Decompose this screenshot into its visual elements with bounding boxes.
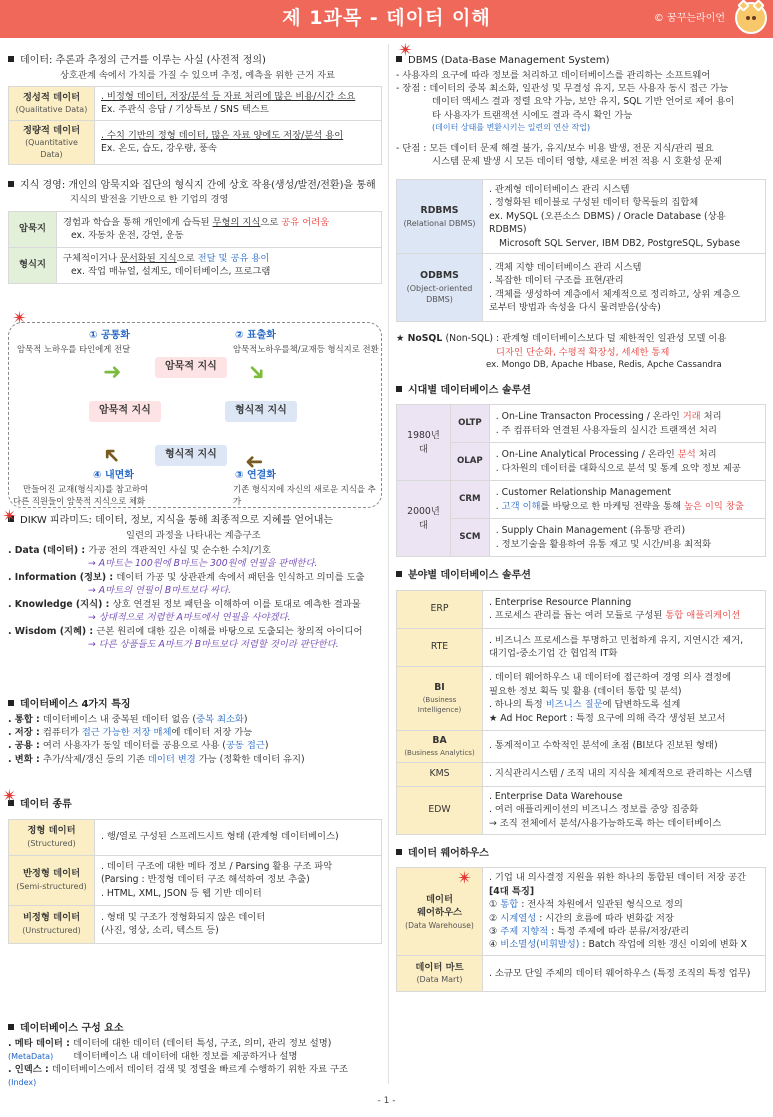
dbms-title: DBMS (Data-Base Management System) xyxy=(408,55,610,66)
metadata-desc2: 데이터베이스 내 데이터에 대한 정보를 제공하거나 설명 xyxy=(73,1050,298,1062)
quantitative-label: 정량적 데이터 (Quantitative Data) xyxy=(9,120,95,164)
odbms-desc: . 객체 지향 데이터베이스 관리 시스템 . 복잡한 데이터 구조를 표현/관리 . 객체를 생성하여 계층에서 체계적으로 정리하고, 상위 계층으 로부터 방법과 속성을 다시 물려받음(상속) xyxy=(483,254,766,322)
table-row xyxy=(9,855,382,905)
seci-step-1: ① 공통화 xyxy=(89,330,130,341)
nosql-label: ★ NoSQL xyxy=(396,333,446,345)
dbms-line6: - 단점 : 모든 데이터 문제 해결 불가, 유지/보수 비용 발생, 전문 지식/관리 필요 xyxy=(396,142,714,154)
ba-label: BA (Business Analytics) xyxy=(397,730,483,762)
field-table xyxy=(396,590,766,835)
nosql-features: 디자인 단순화, 수평적 확장성, 세세한 통제 xyxy=(496,346,670,358)
dikw-data-ex: → A마트는 100원에 B마트는 300원에 연필을 판매한다. xyxy=(88,558,318,570)
page-header xyxy=(0,0,773,38)
dikw-section xyxy=(2,506,382,652)
table-row xyxy=(397,730,766,762)
seci-step-4: ④ 내면화 xyxy=(93,470,134,481)
bi-label: BI (Business Intelligence) xyxy=(397,666,483,730)
explicit-label: 형식지 xyxy=(9,247,57,283)
arrow-up-left-icon: ➜ xyxy=(96,439,128,471)
data-types-title: 데이터 종류 xyxy=(20,799,72,810)
node-tacit-top: 암묵적 지식 xyxy=(155,357,227,378)
dbms-line7: 시스템 문제 발생 시 모든 데이터 영향, 새로운 버전 적용 시 호환성 문제 xyxy=(432,156,722,168)
star-icon: ✴ xyxy=(12,308,28,329)
dbms-line4: 타 사용자가 트랜잭션 시에도 결과 즉시 확인 가능 xyxy=(432,109,633,121)
dw-feature-3: ③ 주제 지향적 : 특정 주제에 따라 분류/저장/관리 xyxy=(489,926,690,938)
dikw-data-desc: 가공 전의 객관적인 사실 및 순수한 수치/기호 xyxy=(88,544,271,556)
structured-desc: . 행/열로 구성된 스프레드시트 형태 (관계형 데이터베이스) xyxy=(95,819,382,855)
arrow-left-icon: ➜ xyxy=(245,448,264,474)
rte-label: RTE xyxy=(397,628,483,666)
db-feature-3: . 공용 : 여러 사용자가 동일 데이터를 공용으로 사용 (공동 접근) xyxy=(8,740,269,752)
table-row xyxy=(397,179,766,253)
table-row xyxy=(397,628,766,666)
dikw-title: DIKW 피라미드: 데이터, 정보, 지식을 통해 최종적으로 지혜를 얻어내는 xyxy=(20,515,334,526)
seci-cycle-diagram xyxy=(8,322,382,508)
bi-desc: . 데이터 웨어하우스 내 데이터에 접근하여 경영 의사 결정에 필요한 정보 획득 및 활용 (데이터 통합 및 분석) . 하나의 특정 비즈니스 질문에 답변하도록 설계 ★ Ad Hoc Report : 특정 요구에 의해 즉각 생성된 보고서 xyxy=(483,666,766,730)
dbms-line3: 데이터 액세스 결과 정렬 요약 가능, 보안 유지, SQL 기반 언어로 제어 용이 xyxy=(432,96,735,108)
seci-step-2: ② 표출화 xyxy=(235,330,276,341)
qualitative-desc: . 비정형 데이터, 저장/분석 등 자료 처리에 많은 비용/시간 소요 Ex. 주관식 응답 / 기상특보 / SNS 텍스트 xyxy=(95,86,382,120)
index-tag: (Index) xyxy=(8,1077,37,1087)
qualitative-label: 정성적 데이터 (Qualitative Data) xyxy=(9,86,95,120)
olap-desc: . On-Line Analytical Processing / 온라인 분석 처리 . 다차원의 데이터를 대화식으로 분석 및 통계 요약 정보 제공 xyxy=(489,443,765,481)
table-row xyxy=(9,120,382,164)
db-components-title: 데이터베이스 구성 요소 xyxy=(20,1023,124,1034)
dw-table xyxy=(396,867,766,992)
page-title: 제 1과목 - 데이터 이해 xyxy=(282,7,491,29)
dikw-info-ex: → A마트의 연필이 B마트보다 싸다. xyxy=(88,585,232,597)
data-warehouse-section xyxy=(396,847,766,992)
data-definition-section xyxy=(8,54,382,165)
odbms-label: ODBMS (Object-oriented DBMS) xyxy=(397,254,483,322)
tacit-desc: 경험과 학습을 통해 개인에게 습득된 무형의 지식으로 공유 어려움 ex. 자동차 운전, 강연, 운동 xyxy=(57,211,382,247)
db-features-section xyxy=(8,698,382,766)
erp-desc: . Enterprise Resource Planning . 프로세스 관리를 돕는 여러 모듈로 구성된 통합 애플리케이션 xyxy=(483,590,766,628)
era-table xyxy=(396,404,766,557)
db-feature-4: . 변화 : 추가/삭제/갱신 등의 기존 데이터 변경 가능 (정확한 데이터 유지) xyxy=(8,753,305,765)
dbms-line5: (데이터 상태를 변환시키는 일련의 연산 작업) xyxy=(432,123,591,133)
era-title: 시대별 데이터베이스 솔루션 xyxy=(408,384,531,396)
kms-desc: . 지식관리시스템 / 조직 내의 지식을 체계적으로 관리하는 시스템 xyxy=(483,762,766,786)
knowledge-table xyxy=(8,211,382,284)
table-row xyxy=(397,786,766,834)
rdbms-desc: . 관계형 데이터베이스 관리 시스템 . 정형화된 테이블로 구성된 데이터 항목들의 집합체 ex. MySQL (오픈소스 DBMS) / Oracle Database (상용 RDBMS) Microsoft SQL Server, IBM DB2, PostgreSQL, Sybase xyxy=(483,179,766,253)
dikw-wisdom-label: . Wisdom (지혜) : xyxy=(8,625,97,637)
table-row xyxy=(397,868,766,956)
quantitative-desc: . 수치 기반의 정형 데이터, 많은 자료 양에도 저장/분석 용이 Ex. 온도, 습도, 강우량, 풍속 xyxy=(95,120,382,164)
db-feature-1: . 통합 : 데이터베이스 내 중복된 데이터 없음 (중복 최소화) xyxy=(8,713,248,725)
column-divider xyxy=(388,44,389,1084)
data-def-title: 데이터: 추론과 추정의 근거를 이루는 사실 (사전적 정의) xyxy=(20,55,266,66)
data-types-table xyxy=(8,819,382,944)
erp-label: ERP xyxy=(397,590,483,628)
dbms-table xyxy=(396,179,766,322)
db-feature-2: . 저장 : 컴퓨터가 접근 가능한 저장 매체에 데이터 저장 가능 xyxy=(8,726,253,738)
table-row xyxy=(397,405,766,443)
dw-label: ✴ 데이터 웨어하우스 (Data Warehouse) xyxy=(397,868,483,956)
field-title: 분야별 데이터베이스 솔루션 xyxy=(408,570,531,582)
kms-label: KMS xyxy=(397,762,483,786)
table-row xyxy=(397,955,766,991)
dw-feature-1: ① 통합 : 전사적 차원에서 일관된 형식으로 정의 xyxy=(489,899,683,911)
seci-step-3: ③ 연결화 xyxy=(235,470,276,481)
explicit-desc: 구체적이거나 문서화된 지식으로 전달 및 공유 용이 ex. 작업 매뉴얼, 설계도, 데이터베이스, 프로그램 xyxy=(57,247,382,283)
olap-label: OLAP xyxy=(451,443,490,481)
era-2000-label: 2000년대 xyxy=(397,481,451,557)
bullet-icon xyxy=(8,181,14,187)
unstructured-desc: . 형태 및 구조가 정형화되지 않은 데이터 (사진, 영상, 소리, 텍스트 등) xyxy=(95,905,382,943)
table-row xyxy=(397,762,766,786)
table-row xyxy=(397,519,766,557)
right-column xyxy=(396,40,766,992)
edw-label: EDW xyxy=(397,786,483,834)
dbms-line2: - 장점 : 데이터의 중복 최소화, 일관성 및 무결성 유지, 모든 사용자 동시 접근 가능 xyxy=(396,82,729,94)
table-row xyxy=(9,211,382,247)
bullet-icon xyxy=(8,1024,14,1030)
dw-title: 데이터 웨어하우스 xyxy=(408,847,489,859)
dikw-knowledge-desc: 상호 연결된 정보 패턴을 이해하여 이를 토대로 예측한 결과물 xyxy=(112,598,361,610)
datamart-desc: . 소규모 단일 주제의 데이터 웨어하우스 (특정 조직의 특정 업무) xyxy=(483,955,766,991)
node-explicit-right: 형식적 지식 xyxy=(225,401,297,422)
dikw-wisdom-ex: → 다른 상품들도 A마트가 B마트보다 저렴할 것이라 판단한다. xyxy=(88,639,339,651)
table-row xyxy=(397,481,766,519)
arrow-right-icon: ➜ xyxy=(103,360,122,385)
scm-label: SCM xyxy=(451,519,490,557)
era-1980-label: 1980년대 xyxy=(397,405,451,481)
dikw-knowledge-label: . Knowledge (지식) : xyxy=(8,598,113,610)
lion-mascot-icon xyxy=(735,2,767,34)
star-icon: ✴ xyxy=(398,40,414,61)
datamart-label: 데이터 마트 (Data Mart) xyxy=(397,955,483,991)
db-features-title: 데이터베이스 4가지 특징 xyxy=(20,699,131,710)
seci-step-4-desc1: 만들어진 교재(형식지)를 참고하여 xyxy=(23,484,149,494)
oltp-desc: . On-Line Transacton Processing / 온라인 거래 처리 . 주 컴퓨터와 연결된 사용자들의 실시간 트랜잭션 처리 xyxy=(489,405,765,443)
table-row xyxy=(397,666,766,730)
page-number: - 1 - xyxy=(377,1096,396,1106)
dw-feature-2: ② 시계열성 : 시간의 흐름에 따라 변화값 저장 xyxy=(489,912,674,924)
arrow-down-right-icon: ➜ xyxy=(241,357,272,388)
field-solutions-section xyxy=(396,569,766,835)
rdbms-label: RDBMS (Relational DBMS) xyxy=(397,179,483,253)
semi-structured-label: 반정형 데이터 (Semi-structured) xyxy=(9,855,95,905)
metadata-tag: (MetaData) xyxy=(8,1051,54,1061)
node-tacit-left: 암묵적 지식 xyxy=(89,401,161,422)
oltp-label: OLTP xyxy=(451,405,490,443)
table-row xyxy=(397,254,766,322)
data-type-table xyxy=(8,86,382,165)
knowledge-management-section xyxy=(8,179,382,284)
table-row xyxy=(397,443,766,481)
table-row xyxy=(397,590,766,628)
bullet-icon xyxy=(396,386,402,392)
nosql-desc: (Non-SQL) : 관계형 데이터베이스보다 덜 제한적인 일관성 모델 이용 xyxy=(445,333,727,345)
table-row xyxy=(9,247,382,283)
semi-structured-desc: . 데이터 구조에 대한 메타 정보 / Parsing 활용 구조 파악 (Parsing : 반정형 데이터 구조 해석하여 정보 추출) . HTML, XML, JSON 등 웹 기반 데이터 xyxy=(95,855,382,905)
nosql-examples: ex. Mongo DB, Apache Hbase, Redis, Apche Cassandra xyxy=(486,360,722,371)
node-explicit-bottom: 형식적 지식 xyxy=(155,445,227,466)
rte-desc: . 비즈니스 프로세스를 투명하고 민첩하게 유지, 지연시간 제거, 대기업-중소기업 간 협업적 IT화 xyxy=(483,628,766,666)
edw-desc: . Enterprise Data Warehouse . 여러 애플리케이션의 비즈니스 정보를 중앙 집중화 → 조직 전체에서 분석/사용가능하도록 하는 데이터베이스 xyxy=(483,786,766,834)
crm-desc: . Customer Relationship Management . 고객 이해를 바탕으로 한 마케팅 전략을 통해 높은 이익 창출 xyxy=(489,481,765,519)
nosql-section xyxy=(396,332,766,371)
unstructured-label: 비정형 데이터 (Unstructured) xyxy=(9,905,95,943)
table-row xyxy=(9,86,382,120)
era-solutions-section xyxy=(396,384,766,558)
dbms-section xyxy=(396,40,766,322)
bullet-icon xyxy=(396,849,402,855)
dikw-info-label: . Information (정보) : xyxy=(8,571,117,583)
data-types-section xyxy=(2,786,382,944)
knowledge-title: 지식 경영: 개인의 암묵지와 집단의 형식지 간에 상호 작용(생성/발전/전환)을 통해 xyxy=(20,179,376,191)
left-column xyxy=(2,44,382,1087)
dikw-data-label: . Data (데이터) : xyxy=(8,544,89,556)
bullet-icon xyxy=(396,571,402,577)
dikw-info-desc: 데이터 가공 및 상관관계 속에서 패턴을 인식하고 의미를 도출 xyxy=(116,571,365,583)
dikw-line2: 일련의 과정을 나타내는 계층구조 xyxy=(126,529,261,541)
table-row xyxy=(9,819,382,855)
dw-feature-4: ④ 비소멸성(비휘발성) : Batch 작업에 의한 갱신 이외에 변화 X xyxy=(489,939,748,951)
copyright-text: © 꿈꾸는라이언 xyxy=(653,13,725,24)
star-icon: ✴ xyxy=(457,868,473,890)
bullet-icon xyxy=(8,56,14,62)
ba-desc: . 통계적이고 수학적인 분석에 초점 (BI보다 진보된 형태) xyxy=(483,730,766,762)
db-components-section xyxy=(8,1022,382,1089)
metadata-line: . 메타 데이터 : 데이터에 대한 데이터 (데이터 특성, 구조, 의미, 관리 정보 설명) xyxy=(8,1037,332,1049)
crm-label: CRM xyxy=(451,481,490,519)
dikw-wisdom-desc: 근본 원리에 대한 깊은 이해를 바탕으로 도출되는 창의적 아이디어 xyxy=(96,625,363,637)
scm-desc: . Supply Chain Management (유통망 관리) . 정보기술을 활용하여 유통 재고 및 시간/비용 최적화 xyxy=(489,519,765,557)
index-line: . 인덱스 : 데이터베이스에서 데이터 검색 및 정렬을 빠르게 수행하기 위한 자료 구조 xyxy=(8,1064,348,1076)
star-icon: ✴ xyxy=(2,506,18,527)
structured-label: 정형 데이터 (Structured) xyxy=(9,819,95,855)
bullet-icon xyxy=(8,700,14,706)
dbms-line1: - 사용자의 요구에 따라 정보를 처리하고 데이터베이스를 관리하는 소프트웨어 xyxy=(396,69,711,81)
tacit-label: 암묵지 xyxy=(9,211,57,247)
seci-step-1-desc: 암묵적 노하우를 타인에게 전달 xyxy=(17,344,131,354)
seci-step-2-desc: 암묵적노하우를책/교재등 형식지로 전환 xyxy=(233,344,379,354)
table-row xyxy=(9,905,382,943)
dikw-knowledge-ex: → 상대적으로 저렴한 A마트에서 연필을 사야겠다. xyxy=(88,612,291,624)
dw-desc: . 기업 내 의사결정 지원을 위한 하나의 통합된 데이터 저장 공간 [4대 특징] ① 통합 : 전사적 차원에서 일관된 형식으로 정의 ② 시계열성 : 시간의 흐름에 따라 변화값 저장 ③ 주제 지향적 : 특정 주제에 따라 분류/저장/관리 ④ 비소멸성(비휘발성) : Batch 작업에 의한 갱신 이외에 변화 X xyxy=(483,868,766,956)
knowledge-line2: 지식의 발전을 기반으로 한 기업의 경영 xyxy=(70,194,229,206)
seci-step-4-desc2: 다른 직원들이 암묵적 지식으로 체화 xyxy=(13,496,146,506)
seci-step-3-desc: 기존 형식지에 자신의 새로운 지식을 추가 xyxy=(233,484,376,507)
star-icon: ✴ xyxy=(2,786,18,807)
data-def-line2: 상호관계 속에서 가치를 가질 수 있으며 추정, 예측을 위한 근거 자료 xyxy=(60,69,335,81)
